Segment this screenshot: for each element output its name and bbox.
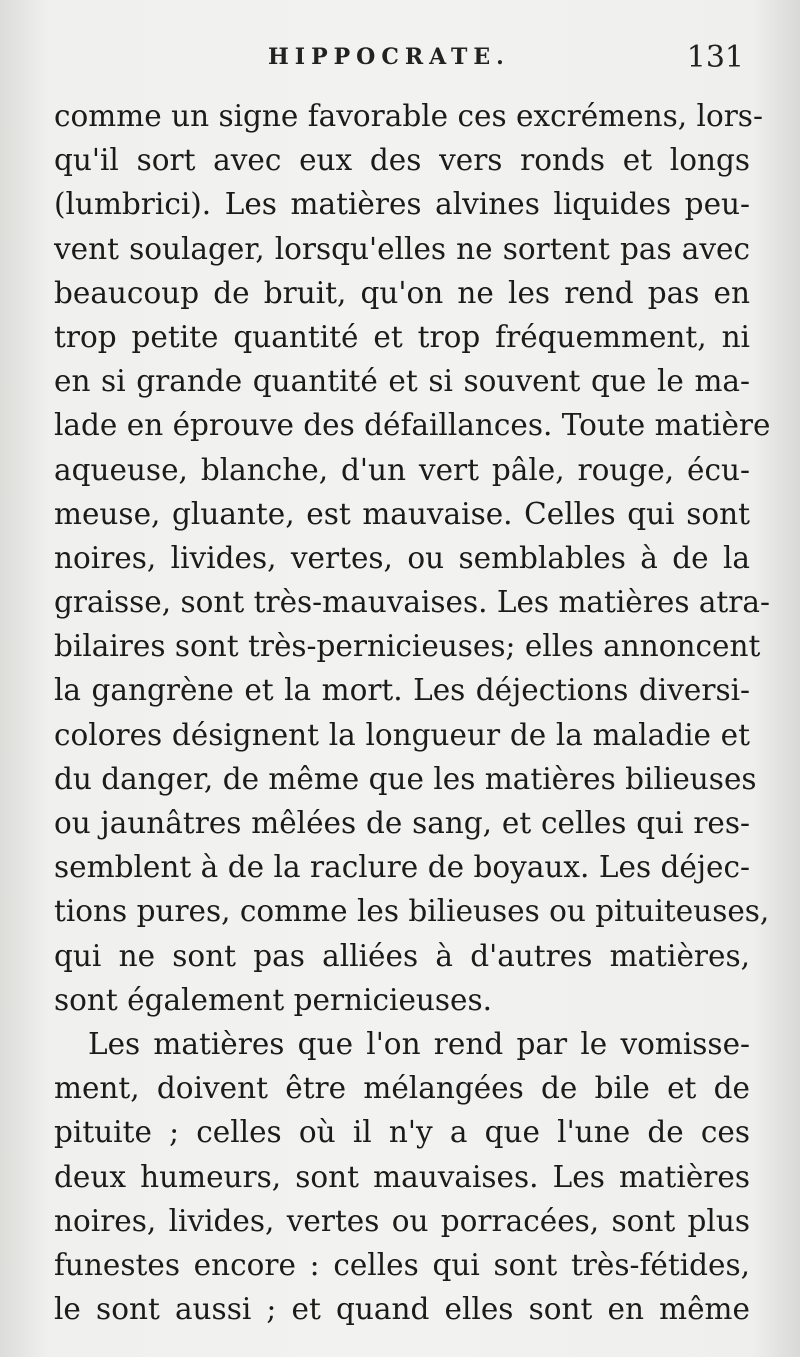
body-text [54,94,771,1331]
text-line: comme un signe favorable ces excrémens, lors- [54,99,763,133]
text-line: funestes encore : celles qui sont très-fétides, [54,1247,750,1282]
text-line: pituite ; celles où il n'y a que l'une de ces [54,1115,750,1150]
text-line: vent soulager, lorsqu'elles ne sortent pas avec [54,231,750,266]
text-line: meuse, gluante, est mauvaise. Celles qui sont [54,496,750,531]
text-line: le sont aussi ; et quand elles sont en même [54,1292,750,1327]
text-line: qu'il sort avec eux des vers ronds et longs [54,143,750,178]
text-line: (lumbrici). Les matières alvines liquides peu- [54,187,750,222]
text-line: beaucoup de bruit, qu'on ne les rend pas en [54,275,750,310]
text-line: en si grande quantité et si souvent que le ma- [54,364,750,399]
paragraph-2 [54,1022,750,1331]
text-line: noires, livides, vertes ou porracées, sont plus [54,1203,750,1238]
text-line: bilaires sont très-pernicieuses; elles annoncent [54,629,761,664]
text-line: ment, doivent être mélangées de bile et de [54,1071,750,1106]
text-line: la gangrène et la mort. Les déjections diversi- [54,673,750,708]
text-line: aqueuse, blanche, d'un vert pâle, rouge, écu- [54,452,750,487]
text-line: du danger, de même que les matières bilieuses [54,761,757,796]
text-line: Les matières que l'on rend par le vomisse- [88,1026,750,1061]
text-line: semblent à de la raclure de boyaux. Les déjec- [54,850,750,885]
page-header [54,40,750,80]
text-line: graisse, sont très-mauvaises. Les matières atra- [54,585,770,620]
text-line: qui ne sont pas alliées à d'autres matières, [54,938,750,973]
text-line: ou jaunâtres mêlées de sang, et celles qui res- [54,806,750,840]
running-title: HIPPOCRATE. [268,44,510,70]
text-line: deux humeurs, sont mauvaises. Les matières [54,1159,750,1194]
text-line: noires, livides, vertes, ou semblables à de la [54,540,750,575]
text-line: trop petite quantité et trop fréquemment, ni [54,319,750,354]
text-line: tions pures, comme les bilieuses ou pituiteuses, [54,894,770,929]
text-line: lade en éprouve des défaillances. Toute matière [54,408,771,443]
page-number: 131 [686,40,744,75]
paragraph-1 [54,94,771,1022]
text-line: sont également pernicieuses. [54,982,493,1017]
text-line: colores désignent la longueur de la maladie et [54,717,750,752]
